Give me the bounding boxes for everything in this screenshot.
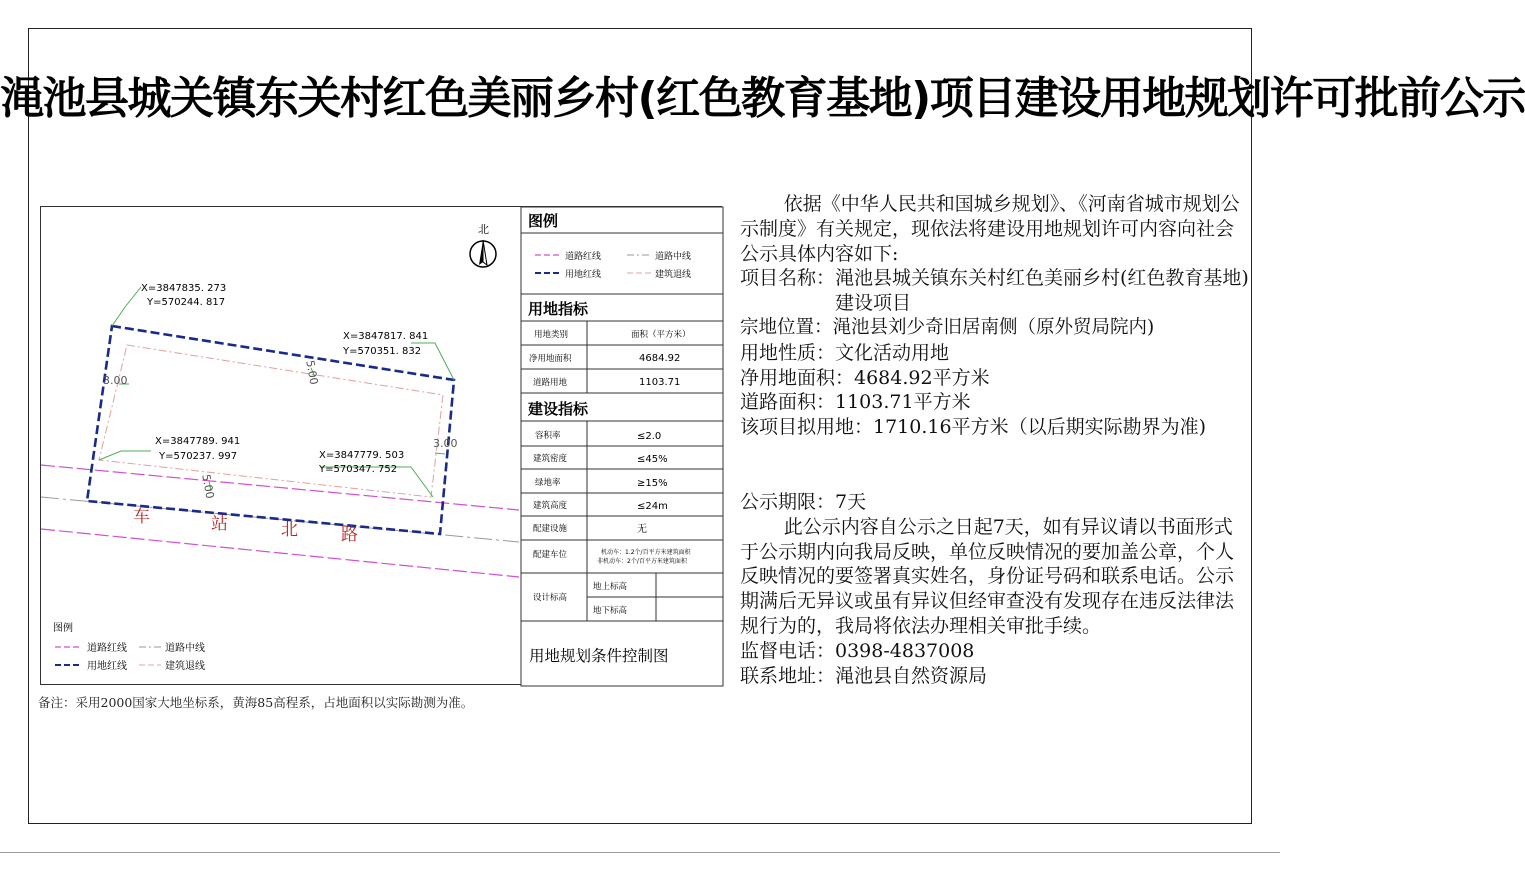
location-line: 宗地位置：渑池县刘少奇旧居南侧（原外贸局院内) bbox=[740, 316, 1155, 338]
road-area-line: 道路面积：1103.71平方米 bbox=[740, 391, 971, 414]
plan-title: 用地规划条件控制图 bbox=[529, 647, 669, 665]
page-border-line bbox=[0, 852, 1280, 853]
net-area-line: 净用地面积：4684.92平方米 bbox=[740, 366, 990, 389]
coord-x-label: X=3847789. 941 bbox=[155, 436, 241, 447]
build-row-label: 建筑密度 bbox=[533, 454, 568, 464]
leader-line bbox=[99, 451, 151, 460]
project-name-line: 项目名称：渑池县城关镇东关村红色美丽乡村(红色教育基地)建设项目 bbox=[740, 267, 1249, 315]
setback-label: 5.00 bbox=[303, 359, 321, 386]
setback-label: 3.00 bbox=[103, 374, 128, 387]
road-red-line-south bbox=[41, 529, 519, 577]
land-indicator-title: 用地指标 bbox=[528, 300, 589, 318]
drawing-note: 备注：采用2000国家大地坐标系，黄海85高程系，占地面积以实际勘测为准。 bbox=[38, 695, 474, 710]
setback-label: 5.00 bbox=[199, 473, 217, 500]
road-name-char: 路 bbox=[341, 525, 358, 545]
build-row-value: 无 bbox=[637, 524, 647, 535]
build-row-value: ≤2.0 bbox=[637, 431, 662, 442]
coord-y-label: Y=570347. 752 bbox=[319, 464, 398, 475]
coord-y-label: Y=570244. 817 bbox=[147, 297, 226, 308]
parking-line: 非机动车：2个/百平方米建筑面积 bbox=[597, 558, 687, 565]
build-indicator-title: 建设指标 bbox=[528, 400, 589, 418]
leader-line bbox=[112, 287, 141, 326]
elevation-item: 地下标高 bbox=[593, 606, 628, 616]
body-paragraph: 此公示内容自公示之日起7天，如有异议请以书面形式于公示期内向我局反映，单位反映情况的要加盖公章，个人反映情况的要签署真实姓名，身份证号码和联系电话。公示期满后无异议或虽有异议但经审查没有发现存在违反法律法规行为的，我局将依法办理相关审批手续。 bbox=[740, 515, 1235, 637]
map-legend-item: 用地红线 bbox=[87, 661, 127, 672]
elevation-item: 地上标高 bbox=[593, 582, 628, 592]
north-arrow-icon bbox=[470, 240, 496, 267]
map-legend-item: 建筑退线 bbox=[165, 661, 205, 672]
parking-label: 配建车位 bbox=[533, 550, 568, 560]
panel-legend-item: 用地红线 bbox=[565, 270, 602, 280]
site-plan-drawing bbox=[40, 206, 722, 685]
period-line: 公示期限：7天 bbox=[740, 490, 867, 513]
coord-x-label: X=3847817. 841 bbox=[343, 331, 429, 342]
land-row-label: 道路用地 bbox=[533, 378, 568, 388]
site-plan-svg bbox=[41, 207, 723, 686]
site-boundary bbox=[87, 326, 454, 534]
elevation-label: 设计标高 bbox=[533, 593, 568, 603]
indicator-panel bbox=[521, 207, 723, 686]
page-title: 渑池县城关镇东关村红色美丽乡村(红色教育基地)项目建设用地规划许可批前公示 bbox=[0, 73, 1525, 124]
build-row-label: 绿地率 bbox=[535, 478, 561, 488]
panel-legend-item: 道路红线 bbox=[565, 252, 602, 262]
road-name-char: 站 bbox=[211, 514, 228, 534]
build-row-label: 容积率 bbox=[535, 431, 561, 441]
land-use-line: 用地性质：文化活动用地 bbox=[740, 341, 950, 364]
build-row-value: ≥15% bbox=[637, 478, 668, 489]
north-label: 北 bbox=[478, 223, 489, 236]
map-legend-item: 道路红线 bbox=[87, 643, 127, 654]
map-legend-item: 道路中线 bbox=[165, 643, 205, 654]
land-row-value: 4684.92 bbox=[639, 353, 681, 364]
land-header-type: 用地类别 bbox=[534, 330, 569, 340]
coord-x-label: X=3847779. 503 bbox=[319, 450, 405, 461]
proposed-area-line: 该项目拟用地：1710.16平方米（以后期实际勘界为准) bbox=[740, 416, 1206, 439]
setback-label: 3.00 bbox=[433, 437, 458, 450]
panel-legend-item: 建筑退线 bbox=[655, 270, 692, 280]
panel-legend-item: 道路中线 bbox=[655, 252, 692, 262]
map-legend-title: 图例 bbox=[53, 623, 73, 634]
land-row-value: 1103.71 bbox=[639, 377, 681, 388]
land-header-area: 面积（平方米） bbox=[631, 330, 691, 340]
build-row-label: 建筑高度 bbox=[533, 501, 568, 511]
land-row-label: 净用地面积 bbox=[529, 354, 572, 364]
coord-y-label: Y=570351. 832 bbox=[343, 346, 422, 357]
road-name-char: 车 bbox=[133, 507, 150, 527]
build-row-label: 配建设施 bbox=[533, 524, 568, 534]
notice-text bbox=[740, 192, 1250, 688]
road-name-char: 北 bbox=[281, 520, 298, 540]
parking-line: 机动车：1.2个/百平方米建筑面积 bbox=[601, 549, 691, 556]
address-line: 联系地址：渑池县自然资源局 bbox=[740, 664, 988, 687]
phone-line: 监督电话：0398-4837008 bbox=[740, 639, 975, 662]
panel-legend-title: 图例 bbox=[528, 212, 559, 230]
coord-y-label: Y=570237. 997 bbox=[159, 451, 238, 462]
coord-x-label: X=3847835. 273 bbox=[141, 283, 227, 294]
intro-paragraph: 依据《中华人民共和国城乡规划》、《河南省城市规划公示制度》有关规定，现依法将建设用地规划许可内容向社会公示具体内容如下: bbox=[740, 193, 1240, 265]
build-row-value: ≤45% bbox=[637, 454, 668, 465]
build-row-value: ≤24m bbox=[637, 501, 668, 512]
